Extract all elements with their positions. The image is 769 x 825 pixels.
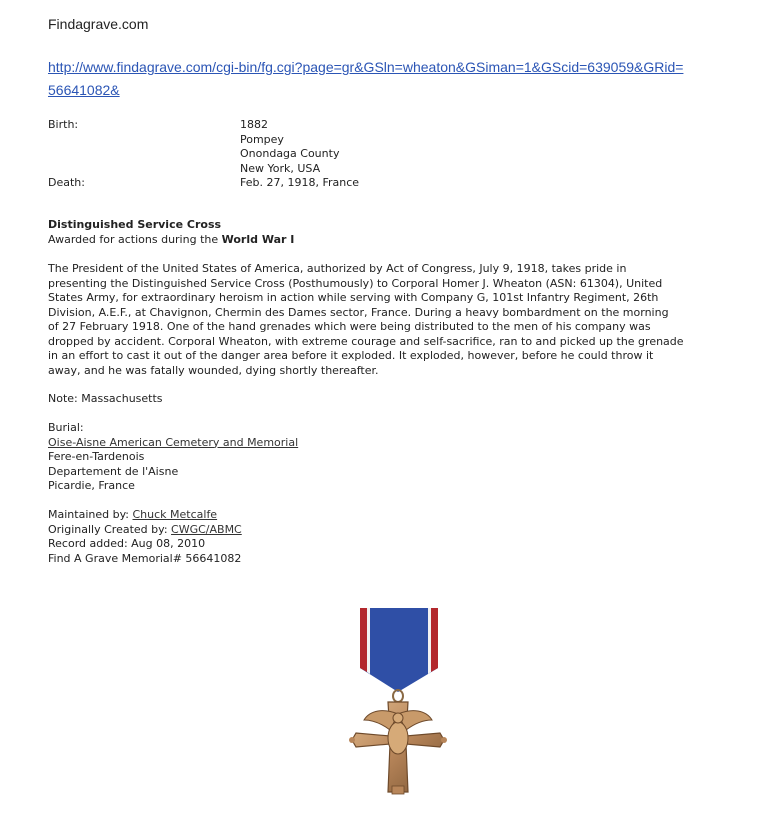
record-section (48, 508, 242, 566)
citation-line: in an effort to cast it out of the danger area before it exploded. It exploded, however, before he could throw it (48, 349, 654, 362)
created-label: Originally Created by: (48, 522, 172, 536)
award-subtitle (48, 233, 294, 248)
maintainer-link[interactable]: Chuck Metcalfe (132, 508, 218, 521)
creator-link[interactable]: CWGC/ABMC (171, 522, 242, 536)
citation-line: presenting the Distinguished Service Cross (Posthumously) to Corporal Homer J. Wheaton (ASN: 61304), United (48, 276, 663, 290)
citation-line: of 27 February 1918. One of the hand grenades which were being distributed to the men of his company was (48, 320, 651, 333)
birth-town: Pompey (240, 132, 284, 146)
birth-county: Onondaga County (240, 147, 340, 160)
vitals-section (48, 118, 359, 191)
citation-line: dropped by accident. Corporal Wheaton, with extreme courage and self-sacrifice, ran to and picked up the grenade (48, 334, 684, 348)
death-value: Feb. 27, 1918, France (240, 176, 360, 189)
award-title: Distinguished Service Cross (48, 218, 222, 231)
birth-label: Birth: (48, 118, 79, 131)
site-name: Findagrave.com (48, 16, 149, 32)
birth-year: 1882 (240, 118, 268, 131)
citation-line: States Army, for extraordinary heroism in action while serving with Company G, 101st Infantry Regiment, 26th (48, 291, 659, 304)
burial-label: Burial: (48, 421, 84, 434)
citation-line: The President of the United States of America, authorized by Act of Congress, July 9, 1918, takes pride in (48, 262, 627, 275)
burial-town: Fere-en-Tardenois (48, 450, 145, 463)
burial-section (48, 421, 298, 494)
distinguished-service-cross-medal-icon (340, 606, 456, 806)
citation-paragraph (48, 262, 748, 378)
birth-details (240, 118, 339, 176)
note: Note: Massachusetts (48, 392, 163, 405)
burial-region: Picardie, France (48, 479, 135, 492)
death-label: Death: (48, 176, 85, 189)
award-war: World War I (221, 232, 295, 246)
citation-line: away, and he was fatally wounded, dying shortly thereafter. (48, 363, 379, 377)
citation-line: Division, A.E.F., at Chavignon, Chermin des Dames sector, France. During a heavy bombardment on the morning (48, 305, 669, 319)
award-heading (48, 218, 294, 247)
award-subtitle-prefix: Awarded for actions during the (48, 232, 222, 246)
record-added: Record added: Aug 08, 2010 (48, 537, 206, 550)
maintained-label: Maintained by: (48, 508, 133, 521)
source-url-link[interactable]: http://www.findagrave.com/cgi-bin/fg.cgi?page=gr&GSln=wheaton&GSiman=1&GScid=639059&GRid=56641082& (48, 59, 684, 98)
maintained-by-row (48, 508, 242, 523)
birth-state: New York, USA (240, 161, 321, 175)
burial-department: Departement de l'Aisne (48, 464, 179, 478)
memorial-number: Find A Grave Memorial# 56641082 (48, 551, 242, 565)
cemetery-link[interactable]: Oise-Aisne American Cemetery and Memorial (48, 435, 299, 449)
created-by-row (48, 523, 242, 538)
